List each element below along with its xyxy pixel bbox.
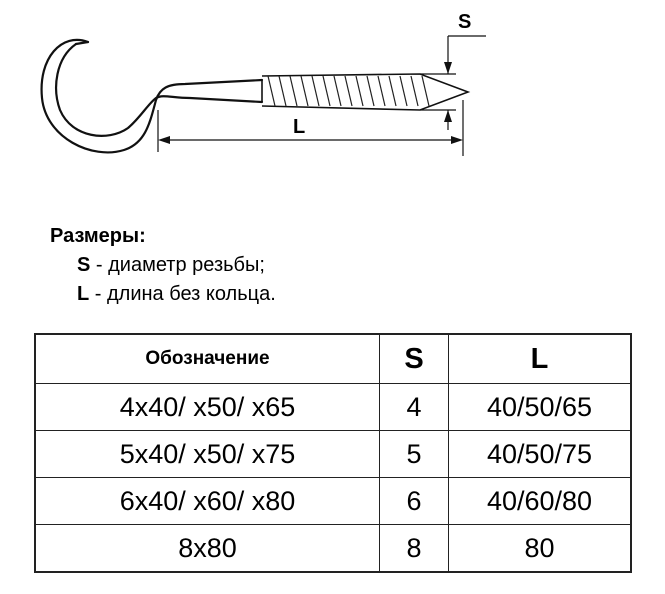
thread-crest (279, 76, 286, 106)
screw-hook-drawing (0, 0, 665, 200)
cell-l: 40/50/75 (449, 431, 632, 478)
thread-crest (290, 76, 297, 106)
legend-title: Размеры: (50, 225, 146, 247)
cell-s: 5 (380, 431, 449, 478)
thread-crest (323, 76, 330, 106)
legend-item-l (50, 280, 276, 309)
table-row (35, 478, 631, 525)
sizes-table (34, 333, 632, 573)
header-l: L (449, 334, 632, 384)
cell-designation: 6x40/ x60/ x80 (35, 478, 380, 525)
thread-crest (312, 76, 319, 106)
legend-text: - диаметр резьбы; (90, 254, 265, 276)
header-s: S (380, 334, 449, 384)
thread-crest (345, 76, 352, 106)
thread-lines (268, 76, 429, 106)
thread-crest (422, 76, 429, 106)
dimension-label-s: S (458, 11, 472, 33)
legend-symbol: S (77, 254, 91, 276)
legend-symbol: L (77, 283, 90, 305)
thread-crest (356, 76, 363, 106)
table-row (35, 525, 631, 573)
table-header-row (35, 334, 631, 384)
cell-l: 80 (449, 525, 632, 573)
thread-crest (400, 76, 407, 106)
cell-designation: 4x40/ x50/ x65 (35, 384, 380, 431)
cell-s: 6 (380, 478, 449, 525)
cell-s: 4 (380, 384, 449, 431)
dimensions-legend (50, 222, 276, 309)
cell-l: 40/60/80 (449, 478, 632, 525)
cell-s: 8 (380, 525, 449, 573)
cell-designation: 5x40/ x50/ x75 (35, 431, 380, 478)
table-row (35, 431, 631, 478)
dimension-lines (158, 36, 486, 156)
thread-crest (301, 76, 308, 106)
thread-crest (389, 76, 396, 106)
thread-crest (411, 76, 418, 106)
cell-l: 40/50/65 (449, 384, 632, 431)
cell-designation: 8x80 (35, 525, 380, 573)
header-designation: Обозначение (35, 334, 380, 384)
thread-crest (378, 76, 385, 106)
thread-crest (367, 76, 374, 106)
legend-item-s (50, 251, 276, 280)
legend-text: - длина без кольца. (89, 283, 276, 305)
table-row (35, 384, 631, 431)
dimension-label-l: L (293, 116, 306, 138)
hook-body (42, 40, 262, 153)
thread (262, 74, 468, 110)
thread-crest (334, 76, 341, 106)
thread-crest (268, 76, 275, 106)
